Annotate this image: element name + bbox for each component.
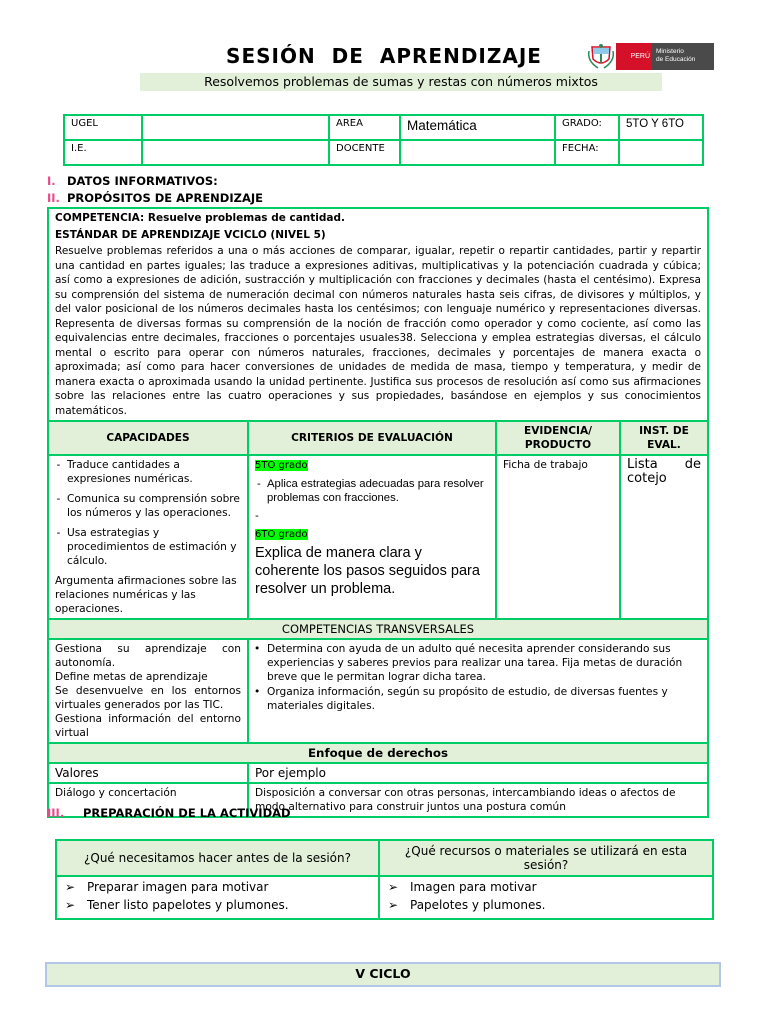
- section-1-title: DATOS INFORMATIVOS:: [67, 174, 218, 188]
- capacidad-item: - Comunica su comprensión sobre los números y las operaciones.: [67, 492, 241, 520]
- minedu-logo: [586, 43, 714, 70]
- prep-right-text: Papelotes y plumones.: [410, 898, 546, 912]
- fecha-label: FECHA:: [555, 140, 619, 165]
- header-instrumento: INST. DE EVAL.: [620, 421, 708, 455]
- evidencia-cell: Ficha de trabajo: [496, 455, 620, 619]
- section-2-number: II.: [47, 191, 60, 205]
- arrow-icon: ➢: [388, 898, 399, 912]
- competencia-cell: [48, 208, 708, 421]
- transversales-right: [248, 639, 708, 743]
- section-1-number: I.: [47, 174, 56, 188]
- prep-right-item: [388, 898, 704, 912]
- capacidad-item: - Usa estrategias y procedimientos de estimación y cálculo.: [67, 526, 241, 568]
- peru-seal-icon: [586, 43, 616, 70]
- propositos-table: [47, 207, 709, 818]
- ministerio-label: [652, 43, 714, 70]
- transversal-bullet: • Determina con ayuda de un adulto qué necesita aprender considerando sus experiencias y saberes previos para realizar una tarea. Fija metas de duración breve que le permitan lograr dicha tarea.: [267, 642, 701, 684]
- arrow-icon: ➢: [388, 880, 399, 894]
- docente-value: [400, 140, 555, 165]
- ie-value: [142, 140, 329, 165]
- transversales-bullets: [255, 642, 701, 713]
- capacidad-item: - Traduce cantidades a expresiones numéricas.: [67, 458, 241, 486]
- footer-ciclo: V CICLO: [45, 962, 721, 987]
- transversal-gestiona: Gestiona su aprendizaje con autonomía.: [55, 643, 241, 669]
- transversales-left: [48, 639, 248, 743]
- grado6-badge: 6TO grado: [255, 529, 308, 540]
- page-title: SESIÓN DE APRENDIZAJE: [226, 44, 542, 68]
- prep-right-item: [388, 880, 704, 894]
- header-criterios: CRITERIOS DE EVALUACIÓN: [248, 421, 496, 455]
- transversal-metas: Define metas de aprendizaje: [55, 671, 208, 683]
- criterio-5-item: - Aplica estrategias adecuadas para resolver problemas con fracciones.: [267, 477, 489, 505]
- docente-label: DOCENTE: [329, 140, 400, 165]
- arrow-icon: ➢: [65, 898, 76, 912]
- ie-label: I.E.: [64, 140, 142, 165]
- area-value: Matemática: [400, 115, 555, 140]
- prep-left-text: Tener listo papelotes y plumones.: [87, 898, 289, 912]
- grado-value: 5TO Y 6TO: [619, 115, 703, 140]
- criterios-5-list: [255, 477, 489, 505]
- criterios-cell: [248, 455, 496, 619]
- section-propositos: [47, 191, 263, 205]
- ejemplo-label: Por ejemplo: [248, 763, 708, 783]
- section-2-title: PROPÓSITOS DE APRENDIZAJE: [67, 191, 263, 205]
- area-label: AREA: [329, 115, 400, 140]
- grado5-badge: 5TO grado: [255, 460, 308, 471]
- section-datos: [47, 174, 218, 188]
- competencia-label: COMPETENCIA: Resuelve problemas de cantidad.: [55, 212, 346, 224]
- instrumento-cell: Lista de cotejo: [620, 455, 708, 619]
- ministerio-line-1: Ministerio: [656, 48, 684, 55]
- prep-left-item: [65, 880, 370, 894]
- prep-right-text: Imagen para motivar: [410, 880, 537, 894]
- grado-label: GRADO:: [555, 115, 619, 140]
- preparacion-table: [55, 839, 714, 920]
- capacidad-argumenta: Argumenta afirmaciones sobre las relaciones numéricas y las operaciones.: [55, 575, 237, 615]
- ugel-label: UGEL: [64, 115, 142, 140]
- transversal-bullet: • Organiza información, según su propósito de estudio, de diversas fuentes y materiales digitales.: [267, 685, 701, 713]
- valor-cell: Diálogo y concertación: [48, 783, 248, 817]
- ugel-value: [142, 115, 329, 140]
- peru-label: PERÚ: [616, 43, 652, 70]
- transversal-entornos: Se desenvuelve en los entornos virtuales generados por las TIC.: [55, 685, 241, 711]
- header-capacidades: CAPACIDADES: [48, 421, 248, 455]
- valores-label: Valores: [48, 763, 248, 783]
- prep-left-item: [65, 898, 370, 912]
- transversal-informacion: Gestiona información del entorno virtual: [55, 713, 241, 739]
- fecha-value: [619, 140, 703, 165]
- ministerio-line-2: de Educación: [656, 56, 696, 63]
- estandar-text: Resuelve problemas referidos a una o más acciones de comparar, igualar, repetir o repartir cantidades, partir y repartir una cantidad en partes iguales; las traduce a expresiones aditivas, multiplicativas y la potenciación cuadrada y cúbica; así como a expresiones de adición, sustracción y multiplicación con fracciones y decimales (hasta el centésimo). Expresa su comprensión del sistema de numeración decimal con números naturales hasta seis cifras, de divisores y múltiplos, y del valor posicional de los números decimales hasta los centésimos; con lenguaje numérico y representaciones diversas. Representa de diversas formas su comprensión de la noción de fracción como operador y como cociente, así como las equivalencias entre decimales, fracciones o porcentajes usuales38. Selecciona y emplea estrategias diversas, el cálculo mental o escrito para operar con números naturales, fracciones, decimales y porcentajes de manera exacta o aproximada; así como para hacer conversiones de unidades de medida de masa, tiempo y temperatura, y medir de manera exacta o aproximada usando la unidad pertinente. Justifica sus procesos de resolución así como sus afirmaciones sobre las relaciones entre las cuatro operaciones y sus propiedades, basándose en ejemplos y sus conocimientos matemáticos.: [55, 245, 701, 417]
- capacidades-list: [55, 458, 241, 568]
- prep-question-1: ¿Qué necesitamos hacer antes de la sesión?: [56, 840, 379, 876]
- session-subtitle: Resolvemos problemas de sumas y restas con números mixtos: [140, 73, 662, 91]
- prep-left-text: Preparar imagen para motivar: [87, 880, 269, 894]
- ejemplo-cell: Disposición a conversar con otras personas, intercambiando ideas o afectos de modo alternativo para construir juntos una postura común: [248, 783, 708, 817]
- prep-right-cell: [379, 876, 713, 919]
- info-table: [63, 114, 704, 166]
- capacidades-cell: [48, 455, 248, 619]
- section-3-number: III.: [47, 806, 65, 820]
- section-preparacion: [47, 806, 291, 820]
- enfoque-header: Enfoque de derechos: [48, 743, 708, 763]
- prep-left-cell: [56, 876, 379, 919]
- criterio-dash: -: [255, 510, 259, 522]
- section-3-title: PREPARACIÓN DE LA ACTIVIDAD: [83, 806, 291, 820]
- transversales-header: COMPETENCIAS TRANSVERSALES: [48, 619, 708, 639]
- header-evidencia: EVIDENCIA/ PRODUCTO: [496, 421, 620, 455]
- criterio-6-text: Explica de manera clara y coherente los pasos seguidos para resolver un problema.: [255, 545, 480, 597]
- prep-question-2: ¿Qué recursos o materiales se utilizará en esta sesión?: [379, 840, 713, 876]
- arrow-icon: ➢: [65, 880, 76, 894]
- estandar-label: ESTÁNDAR DE APRENDIZAJE VCICLO (NIVEL 5): [55, 229, 326, 241]
